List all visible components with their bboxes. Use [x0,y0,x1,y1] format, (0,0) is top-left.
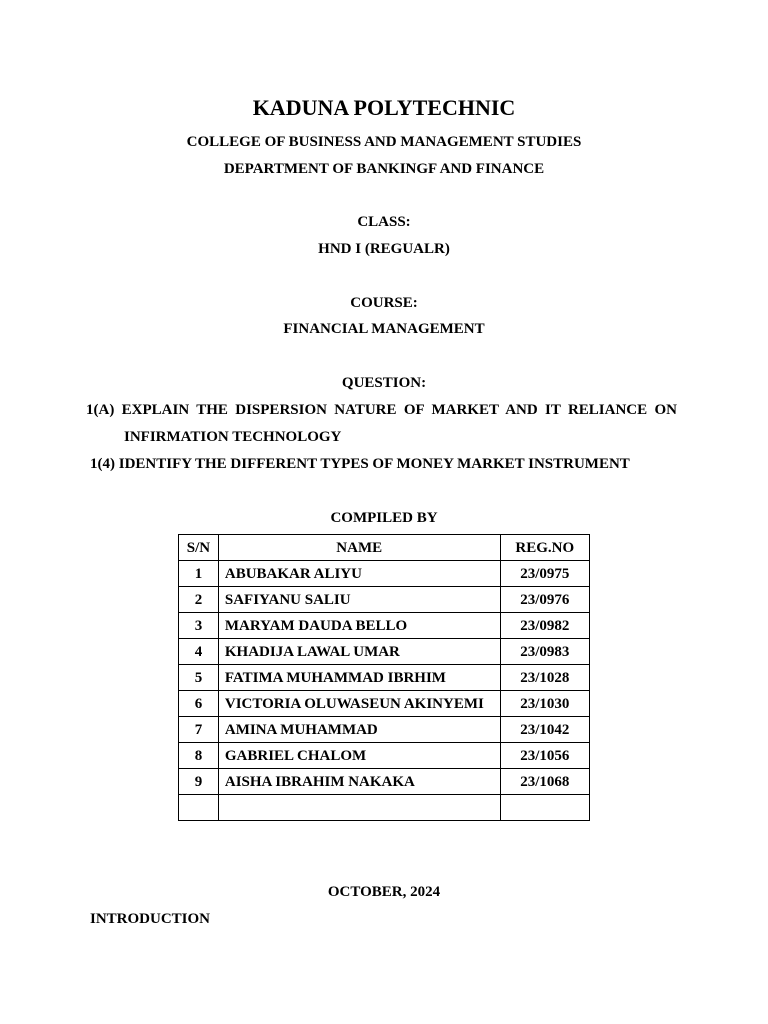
row-name: MARYAM DAUDA BELLO [218,613,500,639]
question-label: QUESTION: [341,375,427,391]
class-label: CLASS: [357,214,411,230]
row-sn: 7 [179,717,219,743]
compiled-by-label: COMPILED BY [330,510,438,526]
table-row [179,665,590,691]
row-name: FATIMA MUHAMMAD IBRHIM [218,665,500,691]
table-row [179,769,590,795]
institution-title: KADUNA POLYTECHNIC [252,95,516,120]
row-reg-no: 23/1042 [500,717,589,743]
row-reg-no: 23/0982 [500,613,589,639]
table-row [179,561,590,587]
table-row [179,587,590,613]
row-sn: 4 [179,639,219,665]
class-value: HND I (REGUALR) [318,241,450,257]
row-name: AISHA IBRAHIM NAKAKA [218,769,500,795]
question-1a-line-1: 1(A) EXPLAIN THE DISPERSION NATURE OF MARKET AND IT RELIANCE ON [86,402,677,418]
row-sn: 5 [179,665,219,691]
table-row [179,743,590,769]
table-row [179,639,590,665]
header-sn: S/N [179,535,219,561]
department-name: DEPARTMENT OF BANKINGF AND FINANCE [223,161,545,177]
row-sn: 3 [179,613,219,639]
table-row [179,691,590,717]
header-reg-no: REG.NO [500,535,589,561]
row-sn: 2 [179,587,219,613]
row-sn: 6 [179,691,219,717]
row-reg-no: 23/1028 [500,665,589,691]
row-name: SAFIYANU SALIU [218,587,500,613]
row-reg-no: 23/0975 [500,561,589,587]
course-label: COURSE: [350,295,418,311]
question-1a-line-2: INFIRMATION TECHNOLOGY [124,429,342,445]
row-reg-no: 23/1030 [500,691,589,717]
row-sn: 1 [179,561,219,587]
row-name: GABRIEL CHALOM [218,743,500,769]
table-header-row [179,535,590,561]
table-row [179,717,590,743]
college-name: COLLEGE OF BUSINESS AND MANAGEMENT STUDIES [186,134,582,150]
course-value: FINANCIAL MANAGEMENT [283,321,485,337]
row-reg-no: 23/1068 [500,769,589,795]
row-reg-no: 23/1056 [500,743,589,769]
row-name: ABUBAKAR ALIYU [218,561,500,587]
row-name: AMINA MUHAMMAD [218,717,500,743]
section-heading-introduction: INTRODUCTION [90,911,211,927]
row-sn [179,795,219,821]
row-reg-no [500,795,589,821]
row-name: KHADIJA LAWAL UMAR [218,639,500,665]
table-row [179,613,590,639]
row-name: VICTORIA OLUWASEUN AKINYEMI [218,691,500,717]
row-sn: 9 [179,769,219,795]
row-reg-no: 23/0983 [500,639,589,665]
question-1b: 1(4) IDENTIFY THE DIFFERENT TYPES OF MONEY MARKET INSTRUMENT [90,456,630,472]
row-sn: 8 [179,743,219,769]
row-name [218,795,500,821]
table-row-empty [179,795,590,821]
header-name: NAME [218,535,500,561]
row-reg-no: 23/0976 [500,587,589,613]
submission-date: OCTOBER, 2024 [327,884,441,900]
students-table [178,534,590,821]
